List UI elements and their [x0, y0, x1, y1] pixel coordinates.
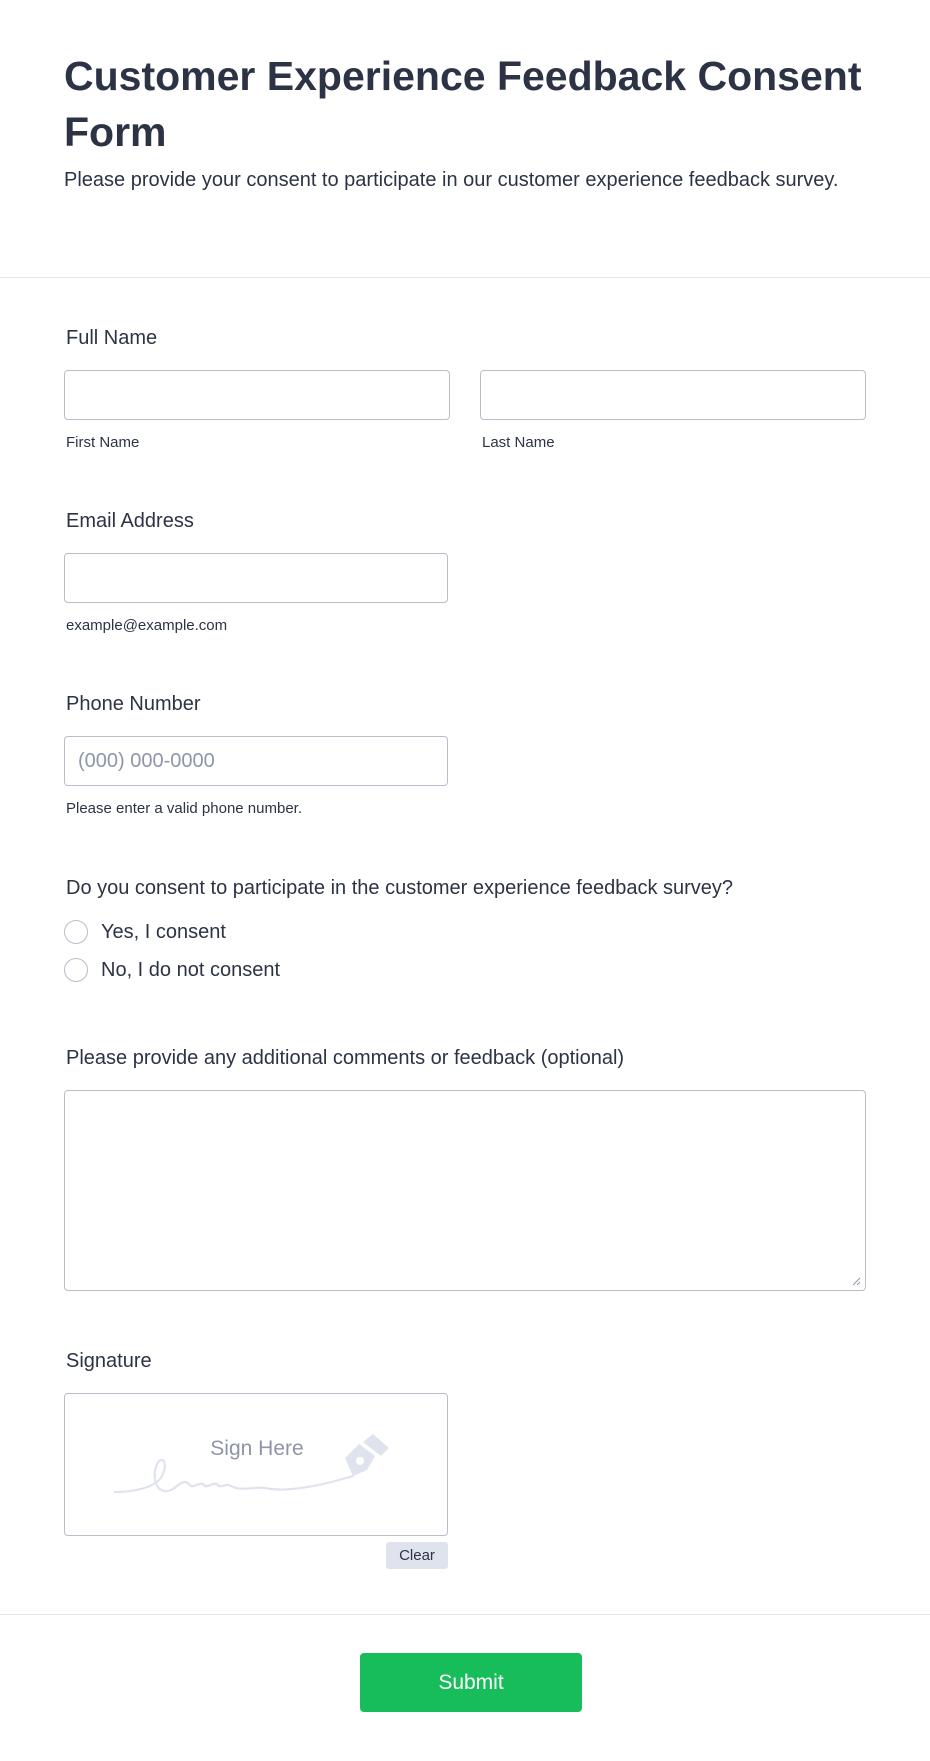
clear-signature-button[interactable]: Clear: [386, 1542, 448, 1569]
email-input[interactable]: [64, 553, 448, 603]
sign-here-prompt: Sign Here: [210, 1437, 304, 1460]
email-label: Email Address: [66, 510, 194, 532]
first-name-sublabel: First Name: [66, 434, 140, 451]
footer-divider: [0, 1614, 930, 1615]
full-name-label: Full Name: [66, 327, 158, 349]
radio-button-no[interactable]: [64, 958, 88, 982]
last-name-sublabel: Last Name: [482, 434, 555, 451]
signature-label: Signature: [66, 1350, 152, 1372]
consent-option-no[interactable]: [64, 956, 280, 984]
page-subtitle: Please provide your consent to participate in our customer experience feedback survey.: [64, 169, 839, 191]
consent-option-yes-label[interactable]: Yes, I consent: [101, 920, 226, 943]
consent-option-no-label[interactable]: No, I do not consent: [101, 958, 281, 981]
comments-label: Please provide any additional comments or feedback (optional): [66, 1047, 625, 1069]
submit-button[interactable]: Submit: [360, 1653, 582, 1712]
phone-label: Phone Number: [66, 693, 201, 715]
signature-pad[interactable]: [64, 1393, 448, 1536]
first-name-input[interactable]: [64, 370, 450, 420]
resize-grip-icon[interactable]: [852, 1277, 861, 1286]
phone-sublabel: Please enter a valid phone number.: [66, 800, 302, 817]
last-name-input[interactable]: [480, 370, 866, 420]
page-title: Customer Experience Feedback Consent Form: [64, 53, 862, 155]
form-header: [0, 0, 930, 278]
radio-button-yes[interactable]: [64, 920, 88, 944]
consent-question: Do you consent to participate in the customer experience feedback survey?: [66, 877, 734, 899]
comments-textarea[interactable]: [64, 1090, 866, 1291]
consent-option-yes[interactable]: [64, 918, 226, 946]
email-sublabel: example@example.com: [66, 617, 228, 634]
fountain-pen-icon: [113, 1434, 413, 1504]
phone-input[interactable]: [64, 736, 448, 786]
